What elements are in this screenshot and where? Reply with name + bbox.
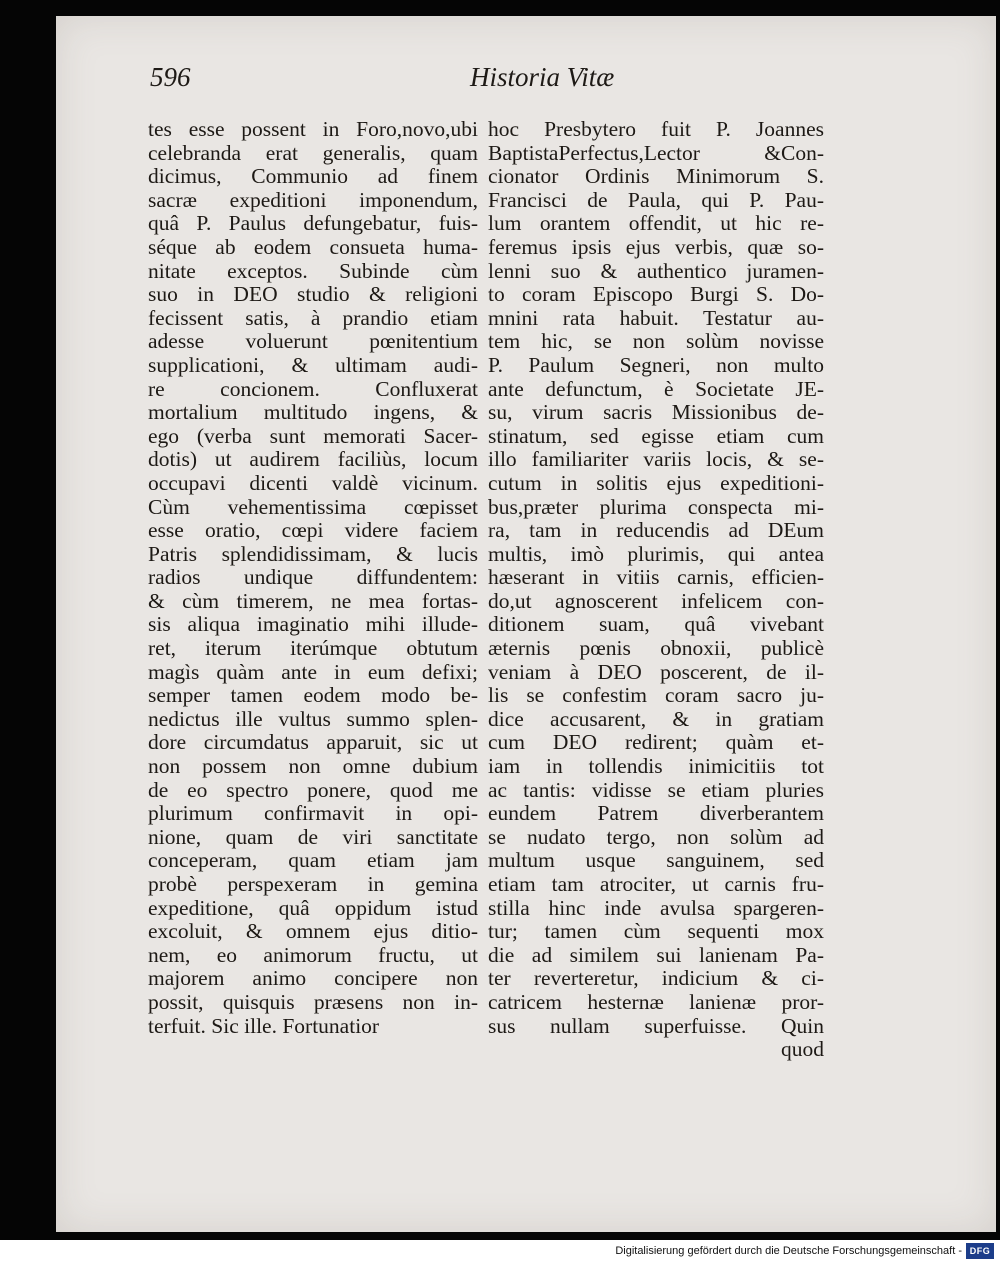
text-line: semper tamen eodem modo be- <box>148 683 478 708</box>
text-line: BaptistaPerfectus,Lector &Con- <box>488 140 824 165</box>
text-line: lenni suo & authentico juramen- <box>488 258 824 283</box>
text-line: cionator Ordinis Minimorum S. <box>488 164 824 189</box>
text-line: feremus ipsis ejus verbis, quæ so- <box>488 234 824 259</box>
text-line: illo familiariter variis locis, & se- <box>488 447 824 472</box>
text-line: mortalium multitudo ingens, & <box>148 400 478 425</box>
text-line: hoc Presbytero fuit P. Joannes <box>488 117 824 141</box>
text-line: catricem hesternæ lanienæ pror- <box>488 989 824 1014</box>
text-line: P. Paulum Segneri, non multo <box>488 352 824 377</box>
text-line: etiam tam atrociter, ut carnis fru- <box>488 872 824 896</box>
text-line: su, virum sacris Missionibus de- <box>488 400 824 425</box>
text-line: radios undique diffundentem: <box>148 565 478 590</box>
text-line: ac tantis: vidisse se etiam pluries <box>488 777 824 802</box>
text-line: séque ab eodem consueta huma- <box>148 234 478 259</box>
text-line: fecissent satis, à prandio etiam <box>148 305 478 330</box>
text-line: nem, eo animorum fructu, ut <box>148 942 478 967</box>
text-line: sis aliqua imaginatio mihi illude- <box>148 612 478 637</box>
text-line: suo in DEO studio & religioni <box>148 282 478 307</box>
text-line: sus nullam superfuisse. Quin <box>488 1013 824 1038</box>
text-line: to coram Episcopo Burgi S. Do- <box>488 282 824 307</box>
text-line: magìs quàm ante in eum defixi; <box>148 659 478 684</box>
text-line: ret, iterum iterúmque obtutum <box>148 636 478 661</box>
page-header <box>150 62 870 102</box>
page-number: 596 <box>150 62 191 92</box>
text-line: dicimus, Communio ad finem <box>148 164 478 189</box>
text-line: Cùm vehementissima cœpisset <box>148 494 478 519</box>
funding-credit: Digitalisierung gefördert durch die Deutsche Forschungsgemeinschaft - <box>615 1245 962 1257</box>
text-line: Patris splendidissimam, & lucis <box>148 541 478 566</box>
running-head: Historia Vitæ <box>470 62 615 92</box>
text-line: bus,præter plurima conspecta mi- <box>488 494 824 519</box>
text-line: dice accusarent, & in gratiam <box>488 706 824 731</box>
text-line: supplicationi, & ultimam audi- <box>148 352 478 377</box>
text-line: re concionem. Confluxerat <box>148 376 478 401</box>
text-line: tes esse possent in Foro,novo,ubi <box>148 117 478 141</box>
text-line: nione, quam de viri sanctitate <box>148 824 478 849</box>
text-line: dotis) ut audirem faciliùs, locum <box>148 447 478 472</box>
right-text-column <box>488 118 824 1062</box>
text-line: probè perspexeram in gemina <box>148 872 478 896</box>
text-line: occupavi dicenti valdè vicinum. <box>148 470 478 495</box>
text-line: plurimum confirmavit in opi- <box>148 801 478 826</box>
text-line: nedictus ille vultus summo splen- <box>148 706 478 731</box>
text-line: multis, imò plurimis, qui antea <box>488 541 824 566</box>
text-line: die ad similem sui lanienam Pa- <box>488 942 824 967</box>
text-line: celebranda erat generalis, quam <box>148 140 478 165</box>
text-line: stilla hinc inde avulsa spargeren- <box>488 895 824 920</box>
text-line: lum orantem offendit, ut hic re- <box>488 211 824 236</box>
text-line: majorem animo concipere non <box>148 966 478 991</box>
text-line: possit, quisquis præsens non in- <box>148 989 478 1014</box>
text-line: ego (verba sunt memorati Sacer- <box>148 423 478 448</box>
text-line: adesse voluerunt pœnitentium <box>148 329 478 354</box>
text-line: tem hic, se non solùm novisse <box>488 329 824 354</box>
text-line: nitate exceptos. Subinde cùm <box>148 258 478 283</box>
text-line: veniam à DEO poscerent, de il- <box>488 659 824 684</box>
text-line: æternis pœnis obnoxii, publicè <box>488 636 824 661</box>
text-line: eundem Patrem diverberantem <box>488 801 824 826</box>
text-line: conceperam, quam etiam jam <box>148 848 478 873</box>
left-text-column <box>148 118 478 1038</box>
text-line: ter reverteretur, indicium & ci- <box>488 966 824 991</box>
text-line: tur; tamen cùm sequenti mox <box>488 919 824 944</box>
text-line: multum usque sanguinem, sed <box>488 848 824 873</box>
text-line: stinatum, sed egisse etiam cum <box>488 423 824 448</box>
text-line: ditionem suam, quâ vivebant <box>488 612 824 637</box>
text-line: quâ P. Paulus defungebatur, fuis- <box>148 211 478 236</box>
text-line: sacræ expeditioni imponendum, <box>148 187 478 212</box>
text-line: ante defunctum, è Societate JE- <box>488 376 824 401</box>
dfg-logo: DFG <box>966 1243 994 1259</box>
text-line: esse oratio, cœpi videre faciem <box>148 518 478 543</box>
text-line: do,ut agnoscerent infelicem con- <box>488 588 824 613</box>
text-line: non possem non omne dubium <box>148 754 478 779</box>
text-line: iam in tollendis inimicitiis tot <box>488 754 824 779</box>
text-line: cum DEO redirent; quàm et- <box>488 730 824 755</box>
text-line: ra, tam in reducendis ad DEum <box>488 518 824 543</box>
text-line: se nudato tergo, non solùm ad <box>488 824 824 849</box>
text-line: lis se confestim coram sacro ju- <box>488 683 824 708</box>
text-line: mnini rata habuit. Testatur au- <box>488 305 824 330</box>
text-line: terfuit. Sic ille. Fortunatior <box>148 1013 380 1038</box>
text-line: cutum in solitis ejus expeditioni- <box>488 470 824 495</box>
text-line: Francisci de Paula, qui P. Pau- <box>488 187 824 212</box>
text-line: excoluit, & omnem ejus ditio- <box>148 919 478 944</box>
text-line: expeditione, quâ oppidum istud <box>148 895 478 920</box>
text-line: hæserant in vitiis carnis, efficien- <box>488 565 824 590</box>
text-line: de eo spectro ponere, quod me <box>148 777 478 802</box>
catchword: quod <box>781 1037 824 1062</box>
text-line: & cùm timerem, ne mea fortas- <box>148 588 478 613</box>
text-line: dore circumdatus apparuit, sic ut <box>148 730 478 755</box>
digitization-footer <box>0 1240 1000 1264</box>
